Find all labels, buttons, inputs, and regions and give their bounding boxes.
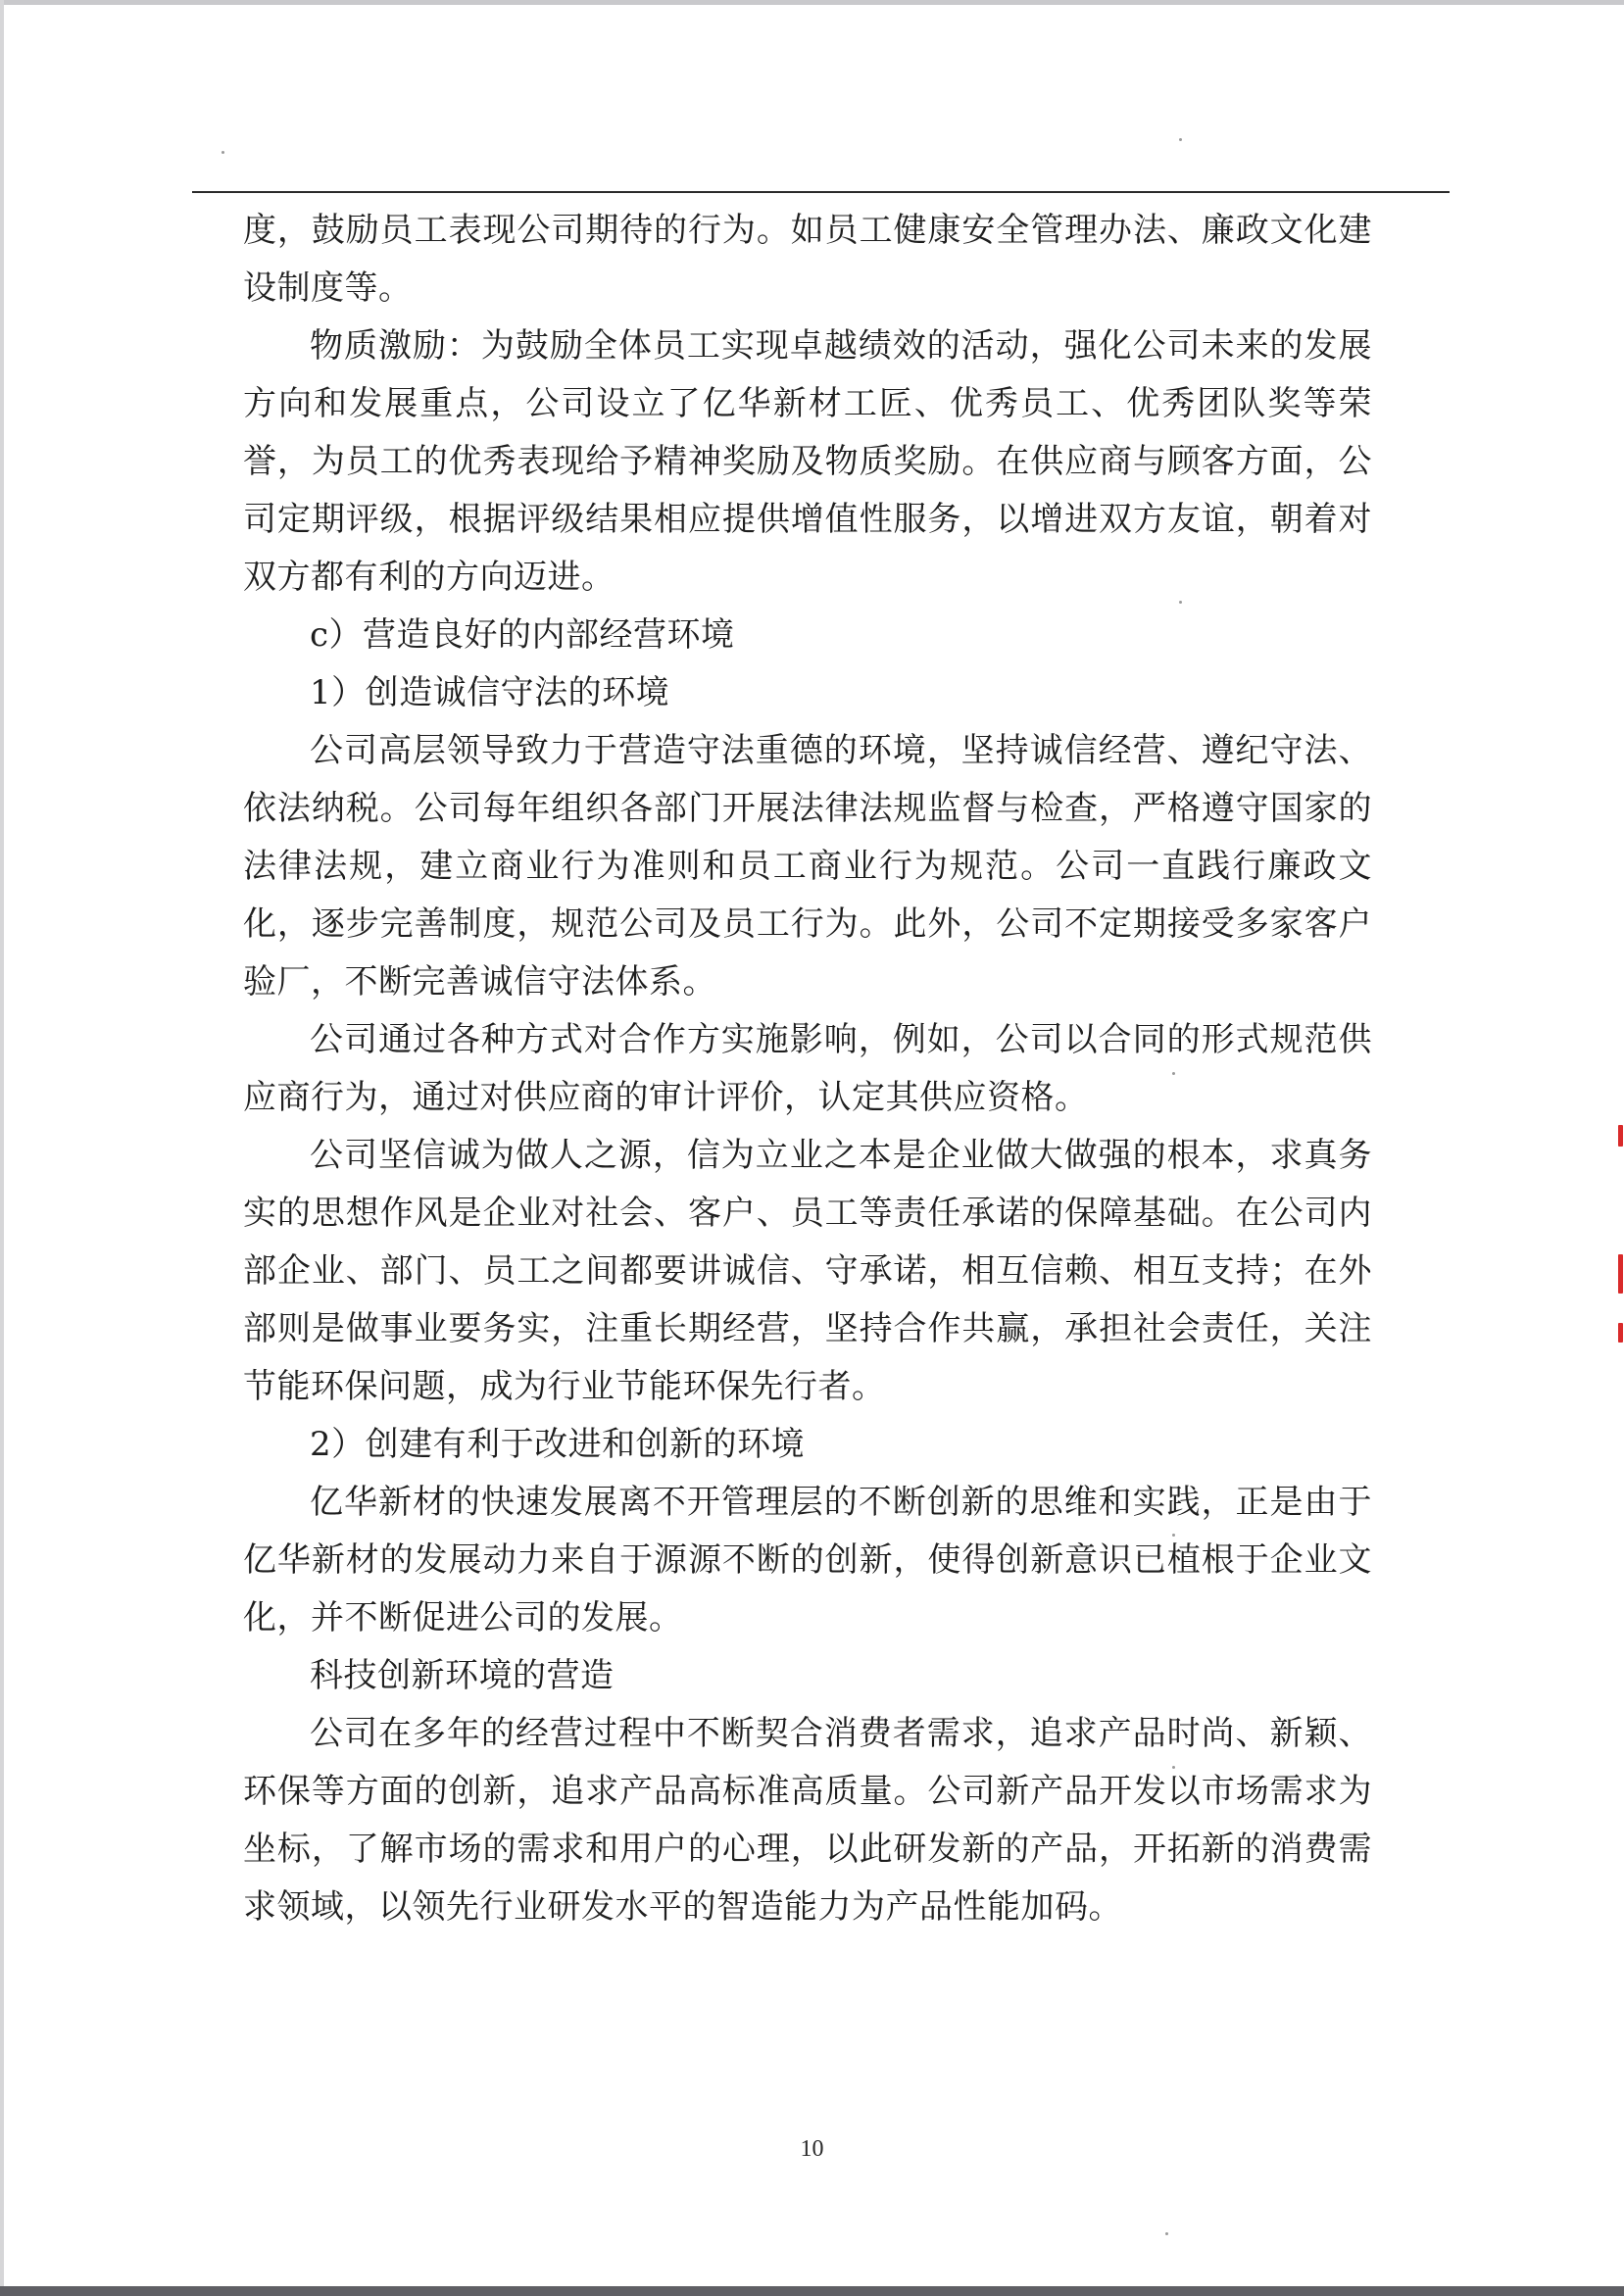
scan-edge-left [0,0,4,2296]
scan-speck [1172,1766,1175,1769]
scan-red-mark [1618,1323,1623,1343]
paragraph-innovation: 亿华新材的快速发展离不开管理层的不断创新的思维和实践，正是由于亿华新材的发展动力来自于源源不断的创新，使得创新意识已植根于企业文化，并不断促进公司的发展。 [243,1483,1372,1637]
document-body [243,202,1372,1936]
paragraph-product-development: 公司在多年的经营过程中不断契合消费者需求，追求产品时尚、新颖、环保等方面的创新，追求产品高标准高质量。公司新产品开发以市场需求为坐标，了解市场的需求和用户的心理，以此研发新的产品，开拓新的消费需求领域，以领先行业研发水平的智造能力为产品性能加码。 [243,1714,1372,1927]
subsection-heading-1: 1）创造诚信守法的环境 [310,673,670,712]
section-heading-c: c）营造良好的内部经营环境 [310,615,735,655]
scan-speck [1165,2232,1168,2235]
paragraph-continuation: 度，鼓励员工表现公司期待的行为。如员工健康安全管理办法、廉政文化建设制度等。 [243,211,1372,308]
scan-speck [1179,138,1182,141]
paragraph-partner-influence: 公司通过各种方式对合作方实施影响，例如，公司以合同的形式规范供应商行为，通过对供应商的审计评价，认定其供应资格。 [243,1020,1372,1117]
scan-speck [1179,601,1182,604]
paragraph-law-abiding: 公司高层领导致力于营造守法重德的环境，坚持诚信经营、遵纪守法、依法纳税。公司每年组织各部门开展法律法规监督与检查，严格遵守国家的法律法规，建立商业行为准则和员工商业行为规范。公司一直践行廉政文化，逐步完善制度，规范公司及员工行为。此外，公司不定期接受多家客户验厂，不断完善诚信守法体系。 [243,731,1372,1001]
scan-speck [1172,1072,1175,1075]
scan-speck [1172,1534,1175,1537]
scan-edge-bottom [0,2286,1624,2296]
scan-edge-top [0,0,1624,5]
scan-red-mark [1618,1125,1623,1147]
scan-speck [221,151,224,154]
paragraph-material-incentive: 物质激励：为鼓励全体员工实现卓越绩效的活动，强化公司未来的发展方向和发展重点，公司设立了亿华新材工匠、优秀员工、优秀团队奖等荣誉，为员工的优秀表现给予精神奖励及物质奖励。在供应商与顾客方面，公司定期评级，根据评级结果相应提供增值性服务，以增进双方友谊，朝着对双方都有利的方向迈进。 [243,326,1372,597]
paragraph-heading-tech-innovation: 科技创新环境的营造 [310,1656,615,1695]
scan-red-mark [1618,1254,1623,1294]
page-number: 10 [800,2136,824,2162]
paragraph-integrity: 公司坚信诚为做人之源，信为立业之本是企业做大做强的根本，求真务实的思想作风是企业对社会、客户、员工等责任承诺的保障基础。在公司内部企业、部门、员工之间都要讲诚信、守承诺，相互信赖、相互支持；在外部则是做事业要务实，注重长期经营，坚持合作共赢，承担社会责任，关注节能环保问题，成为行业节能环保先行者。 [243,1136,1372,1406]
subsection-heading-2: 2）创建有利于改进和创新的环境 [310,1425,806,1464]
header-rule [192,191,1450,193]
